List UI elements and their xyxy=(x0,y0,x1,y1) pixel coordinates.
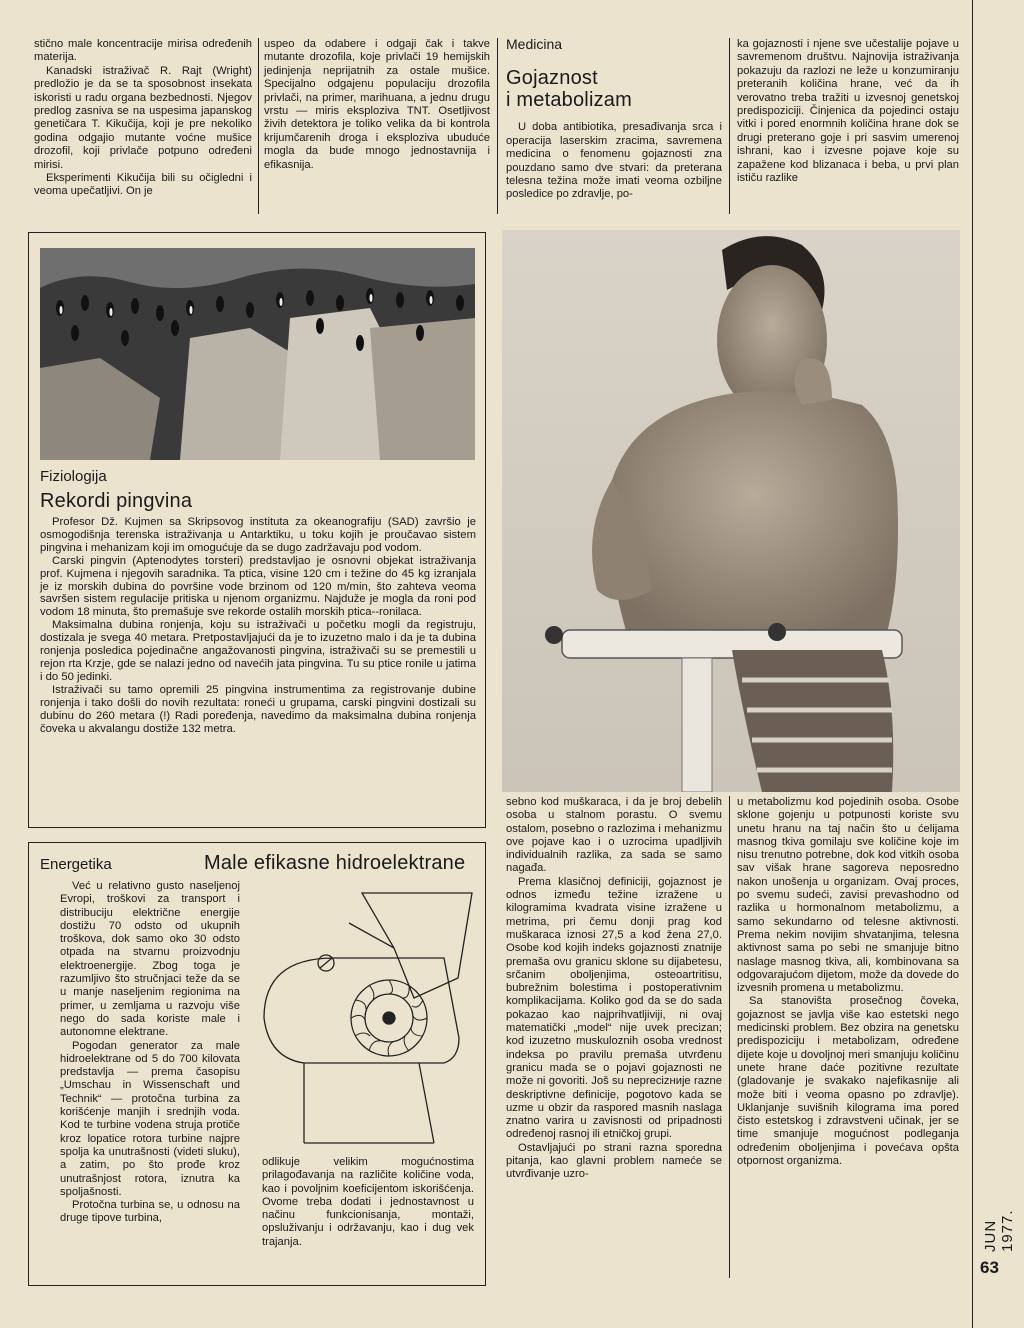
penguin-photo-graphic xyxy=(40,248,475,460)
medicine-col4-para-1: u metabolizmu kod pojedinih osoba. Osobe sklone gojenju u potpunosti koriste svu unetu hranu na taj način što u ćelijama masnog tkiva gomilaju sve količine koje im nisu trenutno potrebne, dok kod vitkih osoba sav višak hrane sagoreva neposredno nakon unošenja u organizam. Ovaj proces, po svemu sudeći, zavisi prevashodno od razlika u hormonalnom metabolizmu, a samo sekundarno od telesne aktivnosti. Prema nekim novijim shvatanjima, telesna aktivnost sama po sebi ne smanjuje bitno naslage masnog tkiva, ali, kombinovana sa odgovarajućom dijetom, može da dovede do izvesnih promena u metabolizmu. xyxy=(737,796,959,995)
top-divider-2 xyxy=(497,38,498,214)
physiology-para-2: Carski pingvin (Aptenodytes torsteri) predstavljao je osnovni objekat istraživanja prof. Kujmena i njegovih saradnika. Ta ptica, visine 120 cm i težine do 45 kg izranjala je iz morskih dubina do površine vode brzinom od 120 m/min, što zahteva veoma savršen sistem regulacije pritiska u njenom organizmu. Najduže je mogla da roni pod vodom 18 minuta, što premašuje sve rekorde ostalih morskih ptica--ronilaca. xyxy=(40,554,476,619)
medicine-bottom-divider xyxy=(729,796,730,1278)
turbine-diagram xyxy=(244,888,480,1148)
top-divider-3 xyxy=(729,38,730,214)
medicine-col4-top xyxy=(737,38,959,185)
top-column-2 xyxy=(264,38,490,172)
physiology-para-1: Profesor Dž. Kujmen sa Skripsovog instituta za okeanografiju (SAD) završio je osmogodišnja terenska istraživanja u Antarktiku, u toku kojih je proučavao sistem pingvina i mehanizam koji im omogućuje da se dugo zadržavaju pod vodom. xyxy=(40,516,476,554)
medicine-col4-top-para: ka gojaznosti i njene sve učestalije pojave u savremenom društvu. Najnovija istraživanja pokazuju da razlozi ne leže u konzumiranju preteranih količina hrane, već da ih verovatno treba tražiti u izvesnoj genetskoj predispoziciji. Činjenica da pojedinci ostaju vitki i pored enormnih količina hrane dok se drugi preterano goje i pri sasvim umerenoj ishrani, kao i izvesne pojave koje su zapažene kod blizanaca i beba, u prvi plan ističu razlike xyxy=(737,38,959,185)
medicine-col3-bottom xyxy=(506,796,722,1182)
energy-col-left xyxy=(60,880,240,1226)
medicine-headline-line1: Gojaznost xyxy=(506,67,598,90)
turbine-diagram-graphic xyxy=(244,888,480,1148)
medicine-intro-para: U doba antibiotika, presađivanja srca i operacija laserskim zracima, savremena medicina o fenomenu gojaznosti zna pouzdano samo dve stvari: da preterana telesna težina može imati veoma ozbiljne posledice po zdravlje, po- xyxy=(506,121,722,201)
issue-date-label: JUN 1977. xyxy=(982,1209,1016,1252)
energy-right-para: odlikuje velikim mogućnostima prilagođavanja na različite količine voda, kao i povoljnim koeficijentom iskorišćenja. Ovome treba dodati i jednostavnost u načinu funkcionisanja, montaži, opsluživanju i održavanju, kao i dug vek trajanja. xyxy=(262,1156,474,1248)
physiology-kicker: Fiziologija xyxy=(40,468,107,485)
top-col1-para-1: stično male koncentracije mirisa određenih materija. xyxy=(34,38,252,64)
medicine-col3-para-1: sebno kod muškaraca, i da je broj debelih osoba u stalnom porastu. O svemu ostalom, posebno o razlozima i mehanizmu ove pojave kao i o uzrocima upadljivih individualnih razlika, za sada se samo nagađa. xyxy=(506,796,722,875)
medicine-col3-para-2: Prema klasičnoj definiciji, gojaznost je odnos između težine izražene u kilogramima kvadrata visine izražene u metrima, pri čemu donji prag kod muškaraca iznosi 27,5 a kod žena 27,0. Osobe kod kojih indeks gojaznosti znatnije premaša ovu granicu sklone su dijabetesu, srčanim oboljenjima, osteoartritisu, bubrežnim bolestima i postoperativnim komplikacijama. Koliko god da se do sada pokazao kao najprihvatljiviji, ni ovaj matematički „model“ nije uvek precizan; kod izuzetno muskuloznih osoba vrednost indeksa po pravilu premaša utvrđenu granicu mada se o pojavi gojaznosti ne može ni govoriti. Još su neprecizније razne deskriptivne definicije, pogotovo kada se uzme u obzir da raspored masnih naslaga znatno varira u zavisnosti od pripadnosti određenoj rasnoj ili etničkoj grupi. xyxy=(506,875,722,1141)
energy-left-para-2: Pogodan generator za male hidroelektrane od 5 do 700 kilovata predstavlja — prema časopisu „Umschau in Wissenschaft und Technik“ — protočna turbina za korišćenje manjih i srednjih voda. Kod te turbine vodena struja protiče kroz lopatice rotora turbine najpre spolja ka unutrašnosti (videti sluku), a zatim, po što prođe kroz unutrašnjost rotora, iznutra ka spoljašnosti. xyxy=(60,1039,240,1198)
top-column-1 xyxy=(34,38,252,199)
physiology-body xyxy=(40,516,476,735)
top-divider-1 xyxy=(258,38,259,214)
top-col1-para-3: Eksperimenti Kikučija bili su očigledni i veoma upečatljivi. On je xyxy=(34,172,252,198)
medicine-intro-column xyxy=(506,38,722,202)
medicine-col3-para-3: Ostavljajući po strani razna sporedna pitanja, kao glavni problem nameće se utvrđivanje uzro- xyxy=(506,1141,722,1181)
energy-kicker: Energetika xyxy=(40,856,112,873)
top-col2-para-1: uspeo da odabere i odgaji čak i takve mutante drozofila, koje privlači 19 hemijskih jedinjenja neprijatnih za ostale mušice. Specijalno odgajenu populaciju drozofila privlači, na primer, marihuana, a jednu drugu vrstu — miris eksploziva TNT. Osetljivost živih detektora je toliko velika da bi kontrola krijumčarenih droga i eksploziva ubuduće mogla da bude mnogo jednostavnija i efikasnija. xyxy=(264,38,490,171)
medicine-col4-para-2: Sa stanovišta prosečnog čoveka, gojaznost se javlja više kao estetski nego medicinski problem. Bez obzira na genetsku predispoziciju i metabolizam, određene dijete koje u dovoljnoj meri smanjuju količinu unete hrane daće pozitivne rezultate (gladovanje je svakako najefikasnije ali može biti i veoma opasno po zdravlje). Uklanjanje suvišnih kilograma ima pored čisto estetskog i zdravstveni učinak, jer se time smanjuje mogućnost podleganja određenim oboljenjima i povećava opšta otpornost organizma. xyxy=(737,995,959,1168)
medicine-col4-bottom xyxy=(737,796,959,1168)
physiology-headline: Rekordi pingvina xyxy=(40,490,193,512)
penguin-colony-photo xyxy=(40,248,475,460)
medicine-headline-line2: i metabolizam xyxy=(506,89,632,112)
energy-headline: Male efikasne hidroelektrane xyxy=(204,852,466,874)
top-col1-para-2: Kanadski istraživač R. Rajt (Wright) predložio je da se ta sposobnost insekata iskoristi u radu organa bezbednosti. Njegov predlog zasniva se na uspesima japanskog genetičara T. Kikučija, koji je pre nekoliko godina odgajio mutante voćne mušice drozofil, koji privlače potpuno određeni mirisi. xyxy=(34,64,252,171)
energy-col-right xyxy=(262,1156,474,1249)
man-on-scale-photo xyxy=(502,230,960,792)
medicine-kicker: Medicina xyxy=(506,36,563,52)
physiology-para-4: Istraživači su tamo opremili 25 pingvina instrumentima za registrovanje dubine ronjenja i tako došli do novih rezultata: ronеći u grupama, carski pingvini dostizali su dubinu do 260 metara (!) Radi poređenja, navedimo da maksimalna dubina ronjenja čoveka u akvalangu dostiže 132 metra. xyxy=(40,683,476,735)
energy-left-para-3: Protočna turbina se, u odnosu na druge tipove turbina, xyxy=(60,1199,240,1225)
page-number: 63 xyxy=(980,1258,999,1277)
page-edge-rule xyxy=(972,0,973,1328)
man-photo-graphic xyxy=(502,230,960,792)
energy-left-para-1: Već u relativno gusto naseljenoj Evropi, troškovi za transport i distribuciju električne energije dostižu 70 odsto od ukupnih troškova, dok samo oko 30 odsto otpada na stvarnu proizvodnju elektroenergije. Zbog toga je razumljivo što stručnjaci teže da se u manje naseljenim regionima na primer, u zemljama u razvoju više nego do sada koriste male i autonomne elektrane. xyxy=(60,880,240,1039)
physiology-para-3: Maksimalna dubina ronjenja, koju su istraživači u početku mogli da registruju, dostizala je svega 40 metara. Pretpostavljajući da je to izuzetno malo i da je ta dubina ronjenja posledica pojedinačne angažovanosti pingvina, istraživači su se premestili u rejon rta Krzje, gde se nalazi jedno od navećih jata pingvina. Tu su ptice ronile u jatima i do 50 jedinki. xyxy=(40,619,476,683)
